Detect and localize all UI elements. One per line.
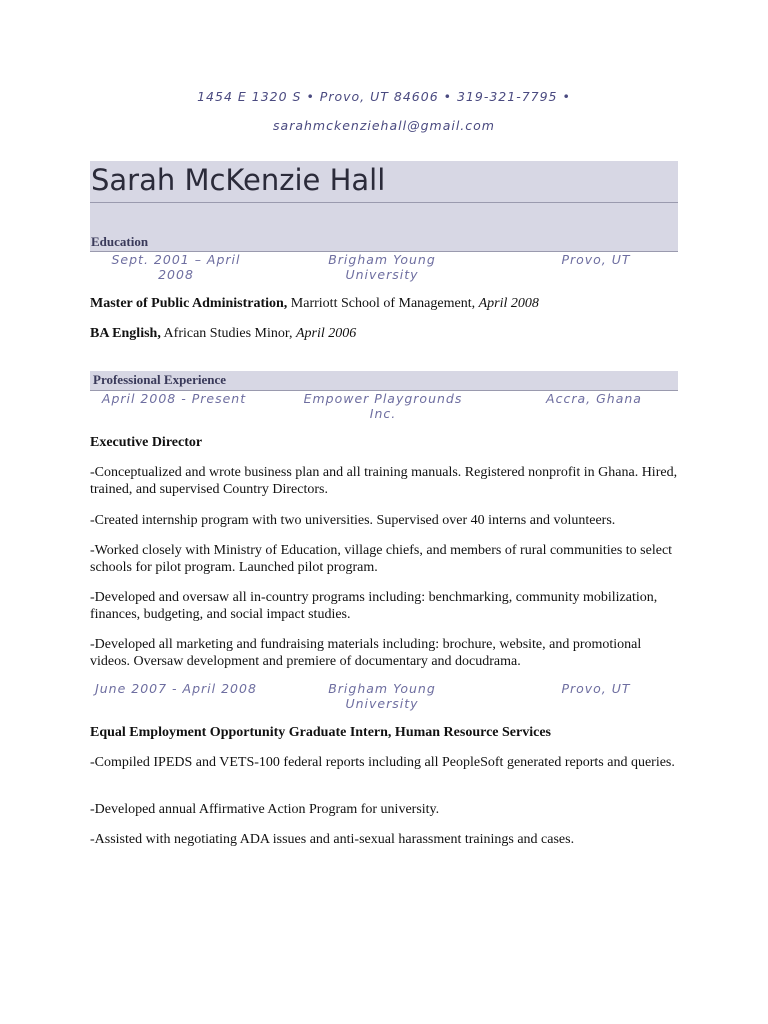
degree-detail: African Studies Minor, <box>160 326 296 341</box>
job-bullet: -Conceptualized and wrote business plan and all training manuals. Registered nonprofit in Ghana. Hired, trained, and supervised Country Directors. <box>90 465 678 497</box>
job-title: Equal Employment Opportunity Graduate Intern, Human Resource Services <box>90 725 551 740</box>
education-school-line2: University <box>345 267 419 282</box>
job-bullet: -Developed and oversaw all in-country programs including: benchmarking, community mobilization, finances, budgeting, and social impact studies. <box>90 590 658 622</box>
education-dates-line1: Sept. 2001 – April <box>111 252 241 267</box>
degree-date: April 2008 <box>478 296 539 311</box>
name-divider <box>90 202 678 203</box>
job-bullet: -Assisted with negotiating ADA issues and anti-sexual harassment trainings and cases. <box>90 832 575 847</box>
job-bullet: -Worked closely with Ministry of Education, village chiefs, and members of rural communities to select schools for pilot program. Launched pilot program. <box>90 543 673 575</box>
experience-heading: Professional Experience <box>93 372 226 387</box>
degree-title: Master of Public Administration, <box>90 296 288 311</box>
job-bullet: -Compiled IPEDS and VETS-100 federal reports including all PeopleSoft generated reports and queries. <box>90 755 675 770</box>
education-dates <box>96 252 256 282</box>
degree-title: BA English, <box>90 326 161 341</box>
contact-address-phone: 1454 E 1320 S • Provo, UT 84606 • 319-321-7795 • <box>197 89 571 104</box>
job-organization-line2: Inc. <box>369 406 397 421</box>
experience-heading-bar <box>90 371 678 391</box>
job-organization <box>298 391 468 421</box>
degree-mpa <box>90 295 680 312</box>
education-school-line1: Brigham Young <box>328 252 436 267</box>
education-dates-line2: 2008 <box>158 267 194 282</box>
education-heading: Education <box>91 234 149 249</box>
name-header-block <box>90 161 678 252</box>
job-bullet: -Developed all marketing and fundraising materials including: brochure, website, and promotional videos. Oversaw development and premiere of documentary and docudrama. <box>90 637 642 669</box>
job-organization-line1: Empower Playgrounds <box>303 391 463 406</box>
job-location: Provo, UT <box>561 681 631 696</box>
job-bullet: -Created internship program with two universities. Supervised over 40 interns and volunteers. <box>90 513 616 528</box>
job-organization-line2: University <box>345 696 419 711</box>
degree-ba <box>90 325 680 342</box>
degree-detail: Marriott School of Management, <box>287 296 479 311</box>
job-location: Accra, Ghana <box>546 391 642 406</box>
education-location: Provo, UT <box>561 252 631 267</box>
degree-date: April 2006 <box>295 326 357 341</box>
resume-name: Sarah McKenzie Hall <box>91 163 386 197</box>
contact-email: sarahmckenziehall@gmail.com <box>273 118 495 133</box>
job-dates: April 2008 - Present <box>101 391 247 406</box>
job-organization <box>302 681 462 711</box>
job-dates: June 2007 - April 2008 <box>95 681 257 696</box>
job-organization-line1: Brigham Young <box>328 681 436 696</box>
job-title: Executive Director <box>90 435 203 450</box>
job-bullet: -Developed annual Affirmative Action Program for university. <box>90 802 440 817</box>
education-school <box>302 252 462 282</box>
